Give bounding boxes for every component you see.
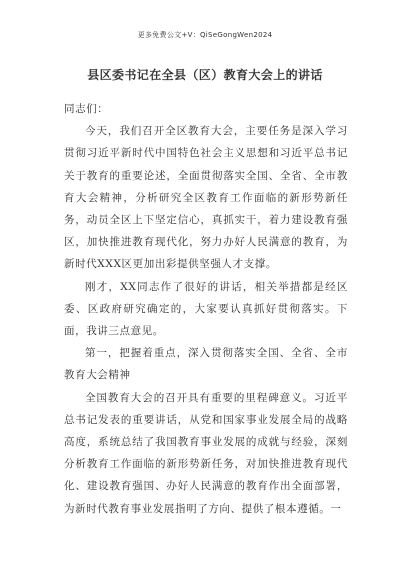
document-body — [64, 98, 348, 520]
document-title: 县区委书记在全县（区）教育大会上的讲话 — [87, 68, 323, 82]
section-heading-1: 第一，把握着重点，深入贯彻落实全国、全省、全市教育大会精神 — [64, 347, 348, 382]
paragraph-transition: 刚才，XX同志作了很好的讲话，相关举措都是经区委、区政府研究确定的，大家要认真抓好贯彻落实。下面，我讲三点意见。 — [64, 280, 348, 338]
paragraph-intro: 今天，我们召开全区教育大会，主要任务是深入学习贯彻习近平新时代中国特色社会主义思想和习近平总书记关于教育的重要论述，全面贯彻落实全国、全省、全市教育大会精神，分析研究全区教育工作面临的新形势新任务，动员全区上下坚定信心，真抓实干，着力建设教育强区，加快推进教育现代化，努力办好人民满意的教育，为新时代XXX区更加出彩提供坚强人才支撑。 — [64, 125, 348, 271]
salutation: 同志们： — [64, 103, 109, 115]
paragraph-section-1: 全国教育大会的召开具有重要的里程碑意义。习近平总书记发表的重要讲话，从党和国家事业发展全局的战略高度，系统总结了我国教育事业发展的成就与经验，深刻分析教育工作面临的新形势新任务，对加快推进教育现代化、建设教育强国、办好人民满意的教育作出全面部署，为新时代教育事业发展指明了方向、提供了根本遵循。一 — [64, 391, 348, 515]
header-note: 更多免费公文+V：QiSeGongWen2024 — [137, 31, 273, 39]
